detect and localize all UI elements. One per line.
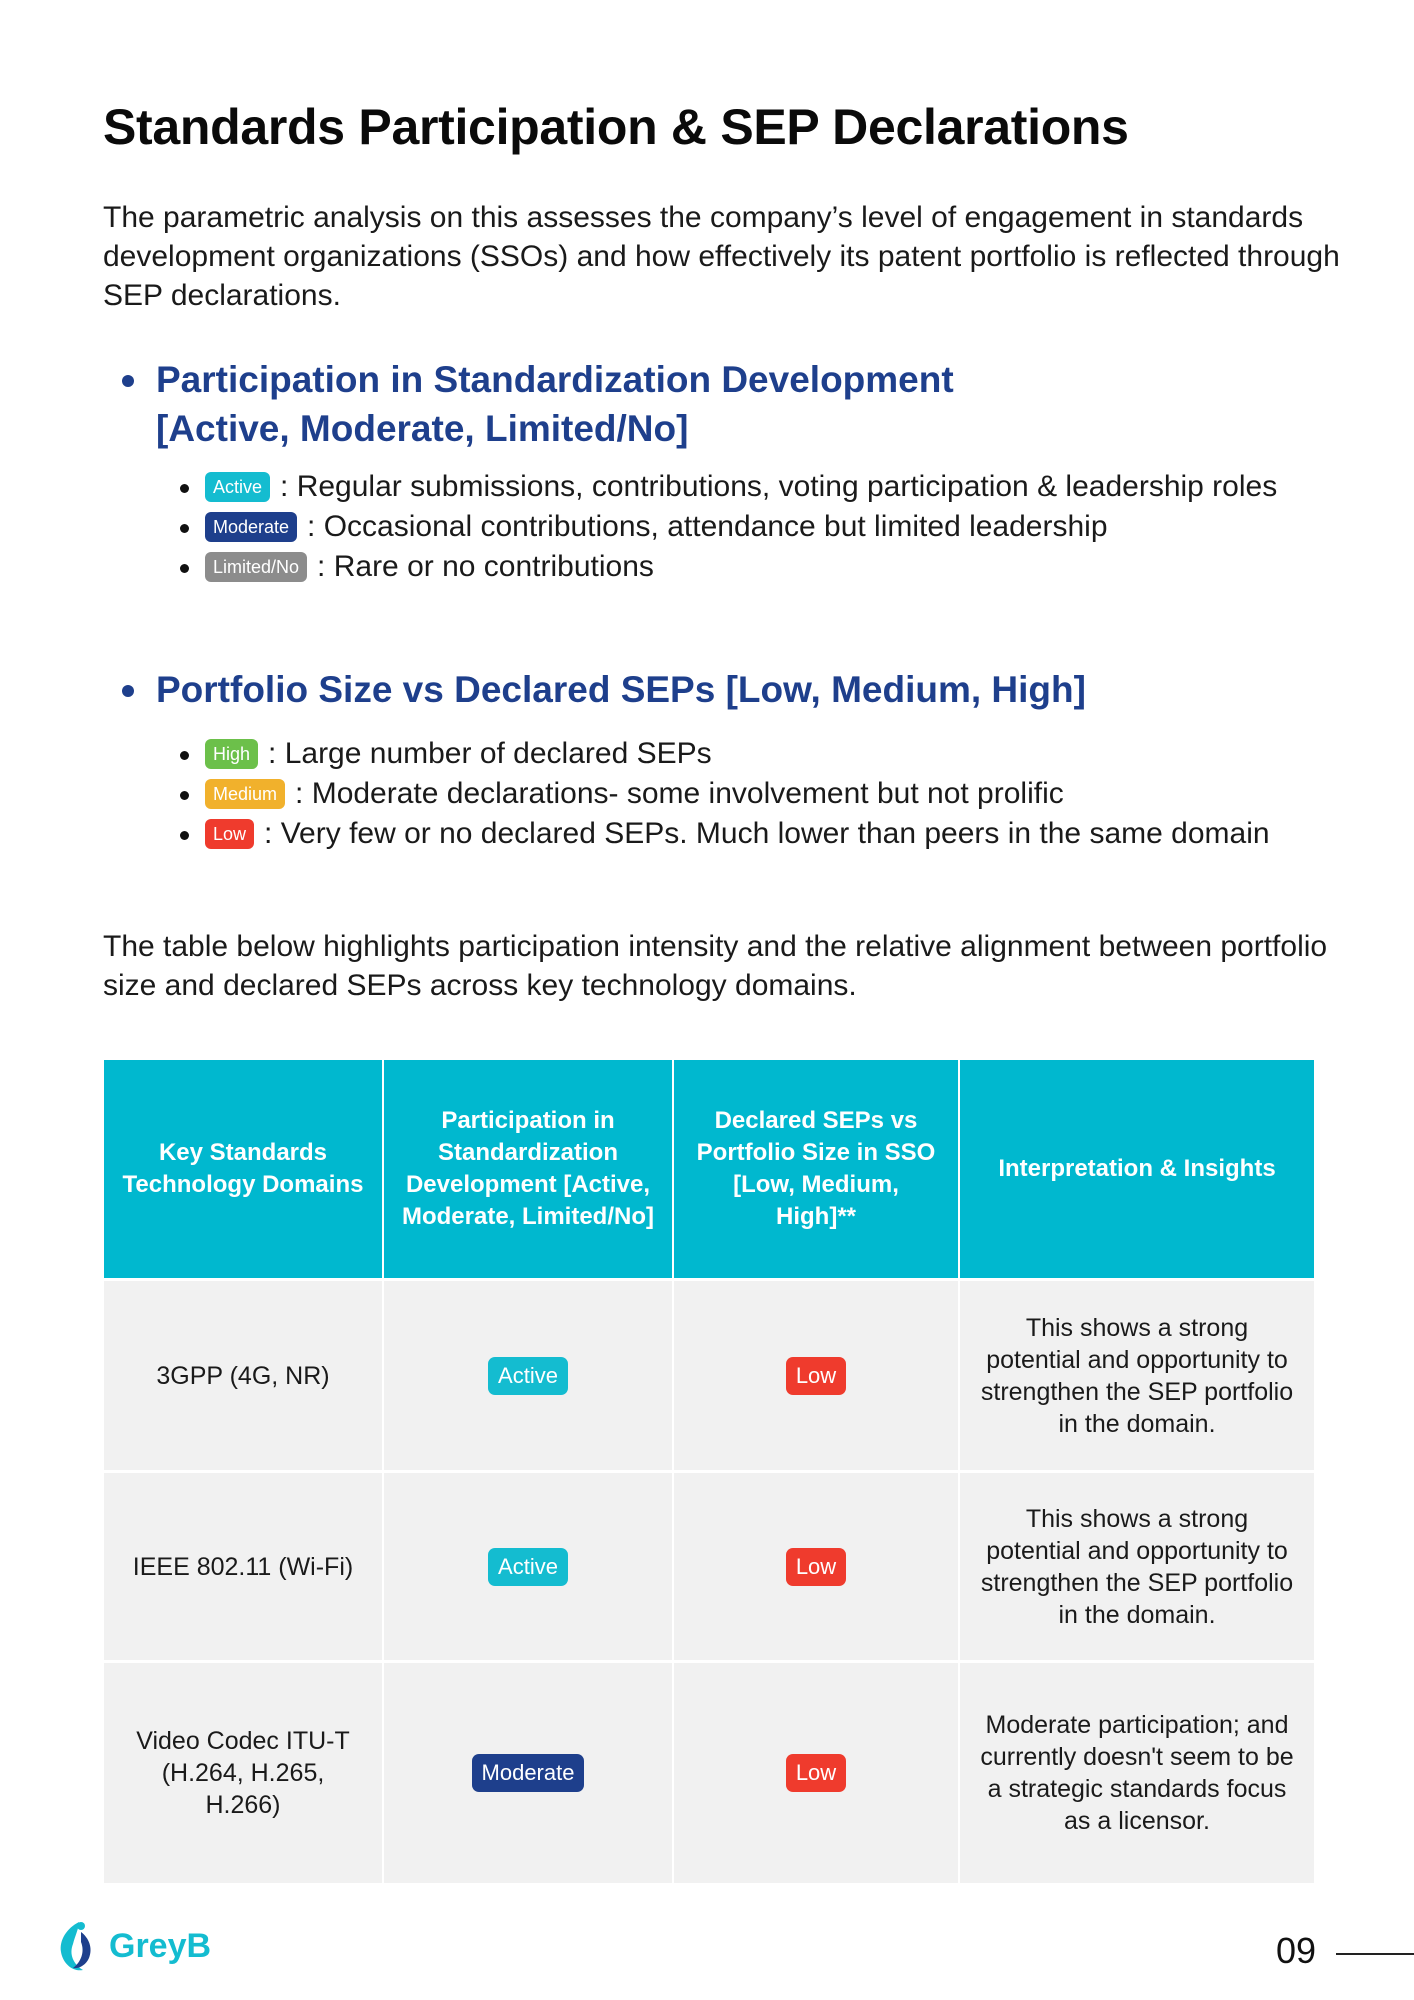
active-badge: Active [205,472,270,502]
intro-paragraph: The parametric analysis on this assesses the company’s level of engagement in standards development organizations (SSOs) and how effectively its patent portfolio is reflected through SEP declarations. [103,201,1340,312]
bullet-icon [180,564,189,573]
bullet-icon [180,751,189,760]
table-cell-insight: Moderate participation; and currently doesn't seem to be a strategic standards focus as a licensor. [960,1663,1314,1883]
low-badge: Low [786,1548,846,1586]
legend-text: : Occasional contributions, attendance but limited leadership [307,510,1108,543]
table-cell-declared [674,1473,958,1660]
active-badge: Active [488,1357,568,1395]
low-badge: Low [205,819,254,849]
legend-text: : Moderate declarations- some involvement but not prolific [295,777,1064,810]
list-item [178,547,1318,587]
table-header-domains: Key Standards Technology Domains [104,1060,382,1278]
participation-legend-list [118,467,1318,587]
bullet-icon [180,524,189,533]
table-cell-insight: This shows a strong potential and opportunity to strengthen the SEP portfolio in the domain. [960,1281,1314,1470]
page-number: 09 [1276,1930,1317,1971]
legend-text: : Rare or no contributions [317,550,654,583]
bullet-icon [180,831,189,840]
table-cell-domain: Video Codec ITU-T (H.264, H.265, H.266) [104,1663,382,1883]
moderate-badge: Moderate [205,512,297,542]
table-cell-declared [674,1663,958,1883]
section-participation [118,355,1318,587]
table-cell-domain: IEEE 802.11 (Wi-Fi) [104,1473,382,1660]
table-intro-paragraph: The table below highlights participation intensity and the relative alignment between portfolio size and declared SEPs across key technology domains. [103,930,1328,1002]
heading-line-1: Participation in Standardization Development [156,359,954,400]
list-item [178,507,1318,547]
list-item [178,774,1318,814]
table-cell-participation [384,1281,672,1470]
low-badge: Low [786,1754,846,1792]
greyb-logo [55,1918,211,1974]
list-item [178,467,1318,507]
section-portfolio [118,665,1318,854]
medium-badge: Medium [205,779,285,809]
table-header-insights: Interpretation & Insights [960,1060,1314,1278]
table-cell-insight: This shows a strong potential and opportunity to strengthen the SEP portfolio in the domain. [960,1473,1314,1660]
portfolio-legend-list [118,734,1318,854]
legend-text: : Very few or no declared SEPs. Much lower than peers in the same domain [264,817,1270,850]
list-item [178,814,1318,854]
bullet-icon [122,685,134,697]
list-item [178,734,1318,774]
active-badge: Active [488,1548,568,1586]
bullet-icon [180,484,189,493]
low-badge: Low [786,1357,846,1395]
heading-line-2: [Active, Moderate, Limited/No] [156,408,689,449]
table-header-declared: Declared SEPs vs Portfolio Size in SSO [Low, Medium, High]** [674,1060,958,1278]
table-cell-participation [384,1473,672,1660]
page-number-divider [1336,1953,1414,1955]
moderate-badge: Moderate [472,1754,585,1792]
standards-table [104,1060,1314,1883]
high-badge: High [205,739,258,769]
section-participation-heading [118,355,1318,453]
bullet-icon [180,791,189,800]
logo-text: GreyB [109,1926,212,1965]
table-header-participation: Participation in Standardization Development [Active, Moderate, Limited/No] [384,1060,672,1278]
page-title: Standards Participation & SEP Declarations [103,99,1129,155]
greyb-logo-icon [55,1918,99,1974]
legend-text: : Large number of declared SEPs [268,737,712,770]
limited-badge: Limited/No [205,552,307,582]
bullet-icon [122,375,134,387]
table-cell-participation [384,1663,672,1883]
legend-text: : Regular submissions, contributions, voting participation & leadership roles [280,470,1278,503]
section-portfolio-heading [118,665,1318,714]
table-cell-domain: 3GPP (4G, NR) [104,1281,382,1470]
table-cell-declared [674,1281,958,1470]
heading-line-1: Portfolio Size vs Declared SEPs [Low, Medium, High] [156,669,1086,710]
